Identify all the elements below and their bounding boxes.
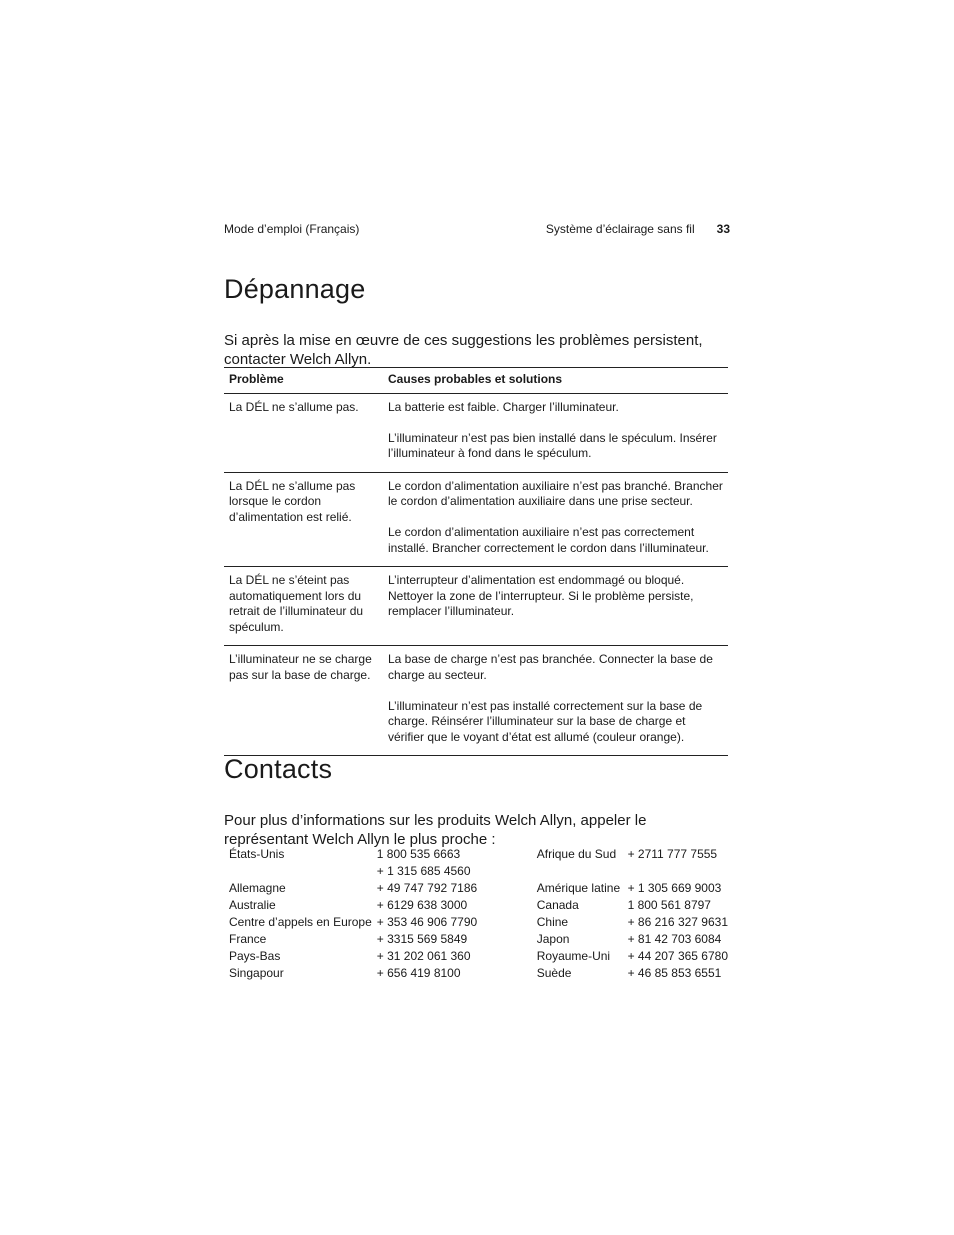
- problem-cell: La DÉL ne s’éteint pas automatiquement lors du retrait de l’illuminateur du spéculum.: [224, 567, 383, 646]
- contact-phone: + 3315 569 5849: [376, 932, 468, 946]
- table-row: [224, 472, 728, 567]
- contacts-table: [224, 846, 728, 982]
- contact-phone: + 81 42 703 6084: [627, 932, 722, 946]
- contact-phone: + 49 747 792 7186: [376, 881, 478, 895]
- header-right: [546, 221, 730, 237]
- contact-phone: + 31 202 061 360: [376, 949, 471, 963]
- contact-country: Canada: [536, 898, 579, 912]
- solution-text: La batterie est faible. Charger l’illuminateur.: [388, 399, 619, 414]
- solutions-cell: [383, 646, 728, 756]
- section-title-contacts: Contacts: [224, 754, 333, 784]
- problem-cell: La DÉL ne s’allume pas.: [224, 393, 383, 472]
- contact-phone: + 2711 777 7555: [627, 847, 718, 861]
- table-row: [224, 567, 728, 646]
- contact-phone: + 1 305 669 9003: [627, 881, 722, 895]
- contact-country: États-Unis: [229, 847, 285, 861]
- contact-row: [224, 880, 728, 897]
- problem-cell: L’illuminateur ne se charge pas sur la base de charge.: [224, 646, 383, 756]
- header-product-title: Système d’éclairage sans fil: [545, 222, 695, 236]
- contact-country: Centre d’appels en Europe: [229, 915, 372, 929]
- contact-row: [224, 948, 728, 965]
- contact-country: France: [229, 932, 267, 946]
- contact-country: Singapour: [229, 966, 284, 980]
- contact-row: [224, 965, 728, 982]
- contact-phone: 1 800 561 8797: [627, 898, 711, 912]
- contact-phone: + 44 207 365 6780: [627, 949, 728, 963]
- section-intro-contacts: Pour plus d’informations sur les produits Welch Allyn, appeler le représentant Welch Allyn le plus proche :: [224, 812, 647, 848]
- troubleshooting-table: [224, 367, 728, 756]
- solutions-cell: [383, 472, 728, 567]
- solution-text: Le cordon d’alimentation auxiliaire n’est pas branché. Brancher le cordon d’alimentation auxiliaire dans une prise secteur.: [388, 478, 723, 508]
- contact-country: Suède: [536, 966, 572, 980]
- solutions-cell: [383, 567, 728, 646]
- contact-phone: + 353 46 906 7790: [376, 915, 478, 929]
- contact-phone: 1 800 535 6663: [376, 847, 461, 861]
- contact-country: Amérique latine: [536, 881, 621, 895]
- table-row: [224, 393, 728, 472]
- section-title-depannage: Dépannage: [224, 274, 366, 304]
- column-header-solutions: Causes probables et solutions: [383, 368, 728, 394]
- contact-phone: + 86 216 327 9631: [627, 915, 728, 929]
- contact-country: [224, 863, 372, 880]
- contact-country: Japon: [536, 932, 570, 946]
- contact-phone: + 1 315 685 4560: [376, 864, 471, 878]
- page-number: 33: [716, 222, 730, 236]
- contact-phone: + 46 85 853 6551: [627, 966, 722, 980]
- contact-row: [224, 846, 728, 863]
- contact-phone: + 656 419 8100: [376, 966, 461, 980]
- problem-cell: La DÉL ne s’allume pas lorsque le cordon d’alimentation est relié.: [224, 472, 383, 567]
- contact-country: Allemagne: [229, 881, 286, 895]
- table-header-row: [224, 368, 728, 394]
- solution-text: L’illuminateur n’est pas installé correctement sur la base de charge. Réinsérer l’illuminateur sur la base de charge et vérifier que le voyant d’état est allumé (couleur orange).: [388, 698, 703, 744]
- solution-text: L’illuminateur n’est pas bien installé dans le spéculum. Insérer l’illuminateur à fond dans le spéculum.: [388, 430, 717, 460]
- section-intro-depannage: Si après la mise en œuvre de ces suggestions les problèmes persistent, contacter Welch Allyn.: [224, 332, 703, 368]
- contact-row: [224, 931, 728, 948]
- contact-country: Royaume-Uni: [536, 949, 611, 963]
- solutions-cell: [383, 393, 728, 472]
- solution-text: Le cordon d’alimentation auxiliaire n’est pas correctement installé. Brancher correctement le cordon dans l’illuminateur.: [388, 525, 709, 555]
- contact-country: [532, 863, 623, 880]
- solution-text: L’interrupteur d’alimentation est endommagé ou bloqué. Nettoyer la zone de l’interrupteur. Si le problème persiste, remplacer l’illuminateur.: [388, 573, 694, 618]
- table-row: [224, 646, 728, 756]
- contact-row: [224, 897, 728, 914]
- contact-country: Chine: [536, 915, 569, 929]
- contact-row: [224, 914, 728, 931]
- contact-row: [224, 863, 728, 880]
- solution-text: La base de charge n’est pas branchée. Connecter la base de charge au secteur.: [388, 652, 713, 682]
- column-header-problem: Problème: [224, 368, 383, 394]
- contact-country: Pays-Bas: [229, 949, 281, 963]
- contact-phone: + 6129 638 3000: [376, 898, 468, 912]
- contact-phone: [623, 863, 728, 880]
- contact-country: Afrique du Sud: [536, 847, 617, 861]
- contact-country: Australie: [229, 898, 276, 912]
- header-manual-title: Mode d’emploi (Français): [224, 222, 360, 236]
